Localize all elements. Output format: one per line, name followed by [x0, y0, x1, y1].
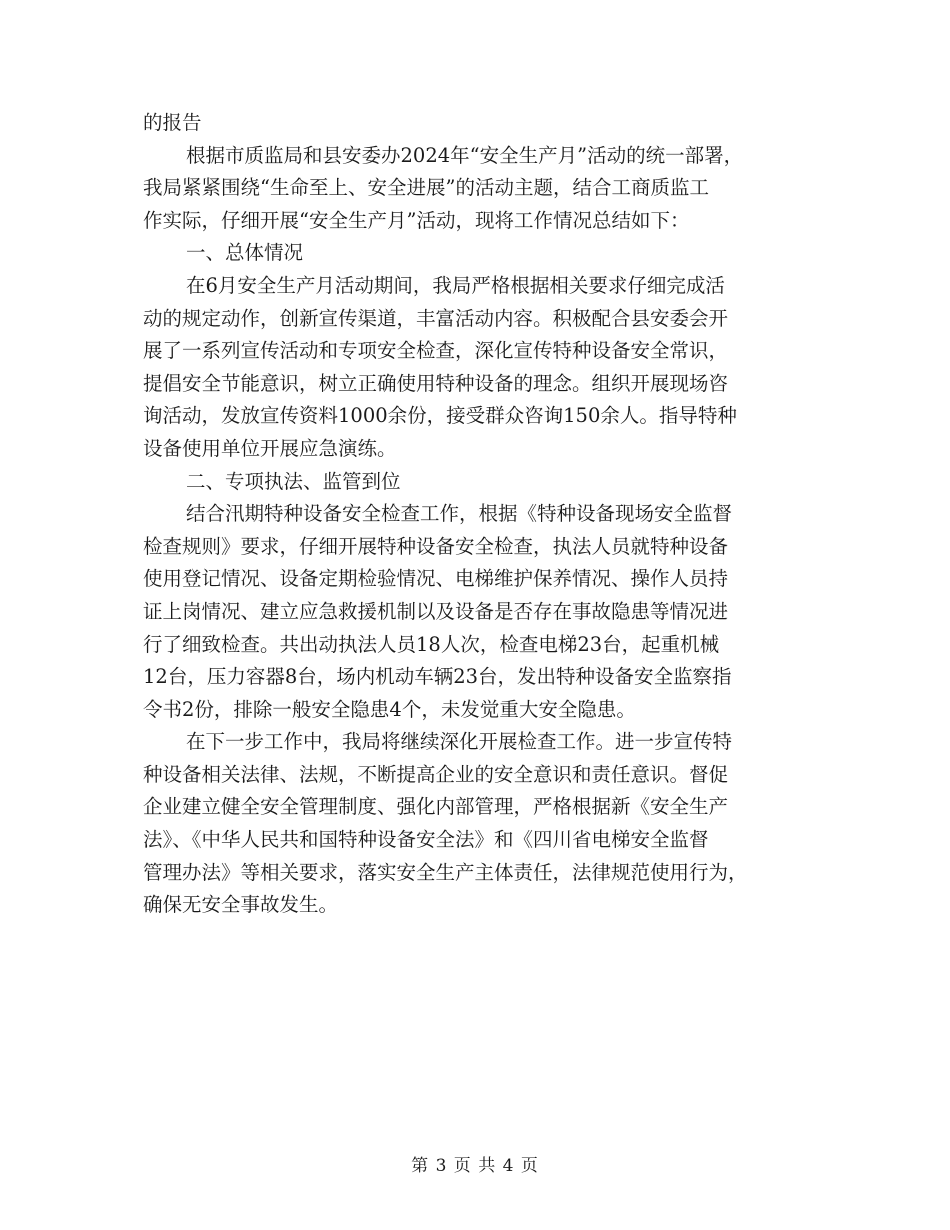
text-line: 种设备相关法律、法规，不断提高企业的安全意识和责任意识。督促 [143, 762, 729, 786]
text-line: 二、专项执法、监管到位 [186, 469, 401, 493]
text-line: 展了一系列宣传活动和专项安全检查，深化宣传特种设备安全常识， [143, 339, 729, 363]
text-line: 行了细致检查。共出动执法人员18人次，检查电梯23台，起重机械 [143, 632, 720, 656]
text-line: 根据市质监局和县安委办2024年“安全生产月”活动的统一部署， [186, 143, 744, 167]
text-line: 检查规则》要求，仔细开展特种设备安全检查，执法人员就特种设备 [143, 534, 729, 558]
text-line: 的报告 [143, 111, 202, 134]
text-line: 设备使用单位开展应急演练。 [143, 436, 397, 460]
document-body [143, 107, 808, 922]
text-line: 法》、《中华人民共和国特种设备安全法》和《四川省电梯安全监督 [143, 828, 709, 852]
text-line: 在下一步工作中，我局将继续深化开展检查工作。进一步宣传特 [186, 730, 733, 754]
text-line: 一、总体情况 [186, 241, 304, 265]
text-line: 在6月安全生产月活动期间，我局严格根据相关要求仔细完成活 [186, 273, 725, 297]
text-line: 结合汛期特种设备安全检查工作，根据《特种设备现场安全监督 [186, 502, 733, 526]
text-line: 确保无安全事故发生。 [143, 893, 339, 917]
text-line: 提倡安全节能意识，树立正确使用特种设备的理念。组织开展现场咨 [143, 371, 729, 395]
text-line: 我局紧紧围绕“生命至上、安全进展”的活动主题，结合工商质监工 [143, 176, 709, 200]
text-line: 作实际，仔细开展“安全生产月”活动，现将工作情况总结如下： [143, 208, 690, 232]
text-line: 证上岗情况、建立应急救援机制以及设备是否存在事故隐患等情况进 [143, 599, 729, 623]
page-footer: 第 3 页 共 4 页 [411, 1156, 539, 1176]
text-line: 12台，压力容器8台，场内机动车辆23台，发出特种设备安全监察指 [143, 665, 732, 689]
text-line: 管理办法》等相关要求，落实安全生产主体责任，法律规范使用行为， [143, 860, 748, 884]
text-line: 使用登记情况、设备定期检验情况、电梯维护保养情况、操作人员持 [143, 567, 729, 591]
text-line: 询活动，发放宣传资料1000余份，接受群众咨询150余人。指导特种 [143, 404, 737, 428]
text-line: 令书2份，排除一般安全隐患4个，未发觉重大安全隐患。 [143, 697, 636, 721]
text-line: 企业建立健全安全管理制度、强化内部管理，严格根据新《安全生产 [143, 795, 729, 819]
text-line: 动的规定动作，创新宣传渠道，丰富活动内容。积极配合县安委会开 [143, 306, 729, 330]
